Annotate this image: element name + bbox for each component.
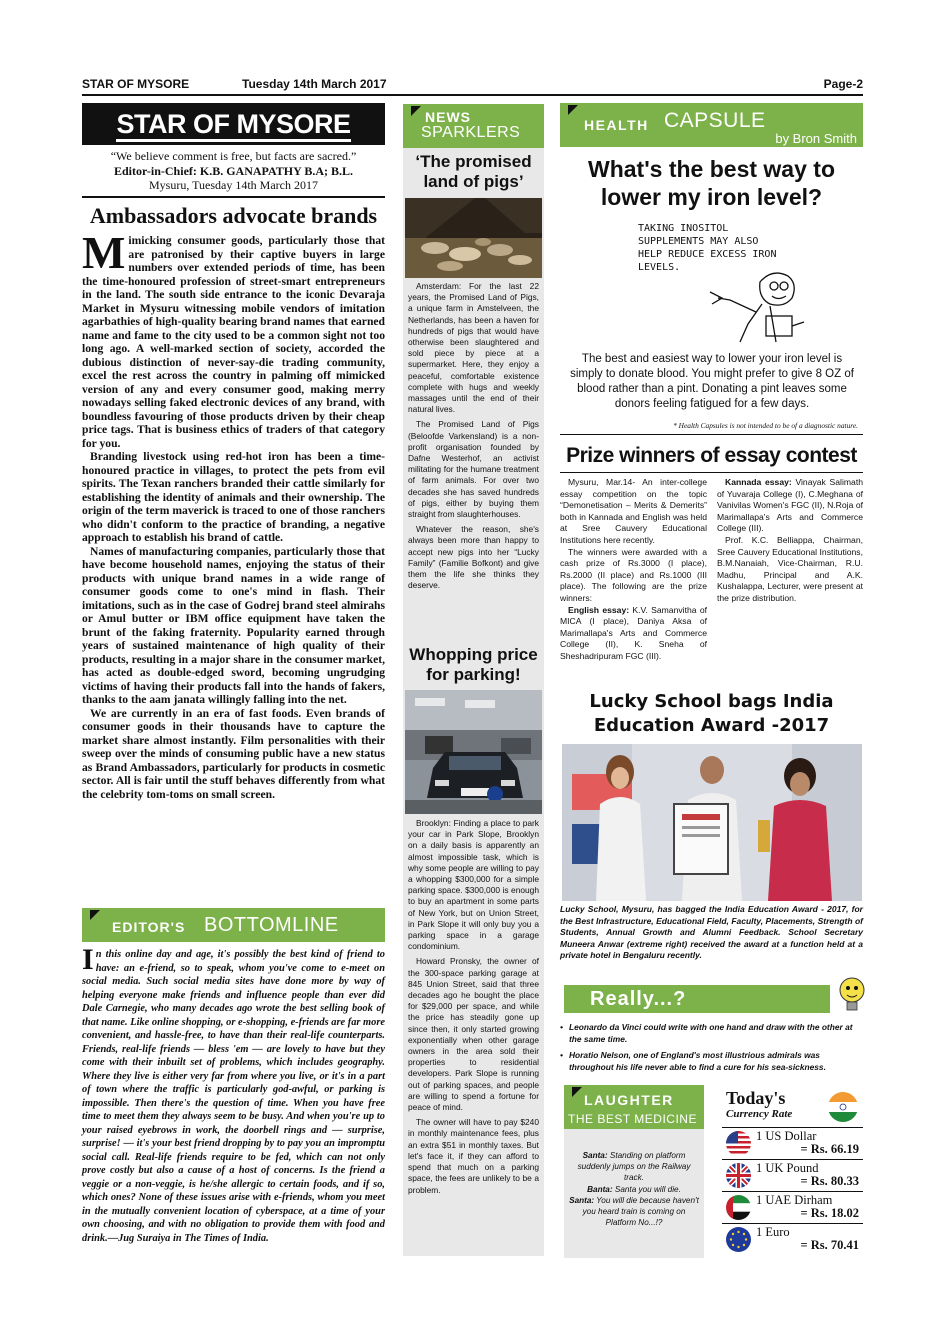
currency-value: = Rs. 18.02 [800, 1206, 859, 1220]
health-byline: by Bron Smith [775, 131, 857, 146]
prize-kannada [717, 477, 863, 535]
currency-row-usd [722, 1127, 863, 1157]
parking-title: Whopping price for parking! [409, 645, 538, 684]
editor-in-chief: Editor-in-Chief: K.B. GANAPATHY B.A; B.L. [114, 163, 353, 178]
prize-paragraph-2: The winners were awarded with a cash prize of Rs.3000 (I place), Rs.2000 (II place) and Rs.1000 (III place). The following are the prize winners: [560, 546, 707, 603]
bottomline-text [82, 943, 385, 1245]
pigs-paragraph-3: Whatever the reason, she's always been more than happy to accept new pigs into her “Lucky Family” (Familie Bofkont) and give them the life she thinks they deserve. [408, 524, 539, 591]
cartoon-speech: TAKING INOSITOL SUPPLEMENTS MAY ALSO HELP REDUCE EXCESS IRON LEVELS. [638, 223, 777, 273]
joke-text: Standing on platform suddenly jumps on the Railway track. [577, 1151, 691, 1183]
uk-flag-icon [726, 1163, 751, 1188]
prize-kannada-label: Kannada essay: [725, 477, 792, 487]
pig-farm-image [405, 198, 542, 278]
laughter-label-2: THE BEST MEDICINE [568, 1112, 697, 1126]
sparklers-header [403, 104, 544, 148]
editorial-article [82, 227, 385, 801]
currency-subtitle: Currency Rate [726, 1108, 793, 1120]
sparklers-label-1: NEWS [425, 109, 471, 125]
currency-name: 1 UAE Dirham [756, 1193, 833, 1207]
pigs-paragraph-2: The Promised Land of Pigs (Beloofde Varkensland) is a non-profit organisation founded by Dafne Westerhof, an activist militating for the humane treatment of farm animals. For over two decades she has saved hundreds of pigs, either by buying them straight from slaughterhouses. [408, 419, 539, 520]
dateline: Mysuru, Tuesday 14th March 2017 [148, 178, 318, 192]
editorial-dropcap: M [82, 227, 126, 278]
parking-photo [405, 690, 542, 814]
parking-garage-image [405, 690, 542, 814]
masthead-info [82, 149, 385, 193]
doctor-cartoon [700, 268, 810, 344]
currency-title: Today's [726, 1088, 786, 1108]
editorial-paragraph-2: Branding livestock using red-hot iron has been a time-honoured practice in villages, to protect the pets from evil spirits. The Texan ranchers branded their cattle similarly for establishing the identity of animals and their ownership. The origin of the term maverick is traced to one of those ranchers who didn't conform to the practice of branding, a negative approach to establish his brand of cattle. [82, 450, 385, 544]
currency-name: 1 Euro [756, 1225, 790, 1239]
really-item: • Horatio Nelson, one of England's most illustrious admirals was throughout his life never able to find a cure for his sea-sickness. [560, 1049, 863, 1073]
prize-title: Prize winners of essay contest [566, 444, 857, 467]
pigs-paragraph-1: Amsterdam: For the last 22 years, the Promised Land of Pigs, a unique farm in Amstelveen, the Netherlands, has been a haven for hundreds of pigs that would have otherwise been slaughtered and sold piece by piece at a supermarket. Here, they enjoy a peaceful, comfortable existence complete with hugs and weekly massages until the end of their natural lives. [408, 281, 539, 415]
prize-paragraph-1: Mysuru, Mar.14- An inter-college essay competition on the topic “Demonetisation – Merits & Demerits” both in Kannada and English was held at Sree Cauvery Educational Institutions here recently. [560, 477, 707, 545]
joke-line-3 [568, 1195, 700, 1229]
currency-name: 1 US Dollar [756, 1129, 817, 1143]
corner-notch-icon [411, 106, 421, 116]
bottomline-label-bold: EDITOR'S [112, 919, 186, 935]
bottomline-label: BOTTOMLINE [204, 914, 339, 936]
lucky-title: Lucky School bags India Education Award -2017 [589, 691, 834, 736]
health-rule [560, 434, 863, 435]
pigs-photo [405, 198, 542, 278]
parking-paragraph-2: Howard Pronsky, the owner of the 300-space parking garage at 845 Union Street, said that three decades ago he bought the place for $29,000 per space, and while the price has steadily gone up since then, it only started growing exponentially when other garage owners in the area sold their properties to residential developers. Park Slope is running out of parking spaces, and people are willing to spend a fortune for peace of mind. [408, 956, 539, 1113]
currency-value: = Rs. 70.41 [800, 1238, 859, 1252]
eu-flag-icon [726, 1227, 751, 1252]
masthead [82, 103, 385, 145]
editorial-paragraph-3: Names of manufacturing companies, particularly those that have become household names, enjoying the status of their products with unique brand names in a wide range of consumer goods come to one's mind in flash. Their imitations, such as in the case of Godrej brand steel almirahs or Amul butter or IBM office equipment have taken the brunt of the faking fraternity. Popularity earned through years of sustained maintenance of high quality of their products, resulting in a major share in the consumer market, has acted as double-edged sword, becoming ungrudging victims of having their products fall into the hands of fakers, thanks to the aam janata willingly falling into the net. [82, 544, 385, 706]
really-item: • Leonardo da Vinci could write with one hand and draw with the other at the same time. [560, 1021, 863, 1045]
joke-line-2 [568, 1184, 700, 1195]
sparklers-label-2: SPARKLERS [421, 124, 521, 141]
page-header [82, 77, 863, 93]
lightbulb-icon [836, 975, 868, 1017]
currency-value: = Rs. 80.33 [800, 1174, 859, 1188]
currency-row-gbp [722, 1159, 863, 1189]
prize-english-label: English essay: [568, 604, 630, 615]
prize-paragraph-5: Prof. K.C. Belliappa, Chairman, Sree Cauvery Educational Institutions, B.M.Nanaiah, Vice-Chairman, R.U. Madhu, Principal and A.K. Kushalappa, Lecturer, were present at the prize distribution. [717, 534, 863, 603]
doctor-cartoon-icon [700, 268, 810, 344]
india-flag [828, 1092, 858, 1122]
joke-speaker: Banta: [587, 1184, 613, 1194]
corner-notch-icon [572, 1087, 582, 1097]
lucky-caption: Lucky School, Mysuru, has bagged the India Education Award - 2017, for the Best Infrastructure, Educational Field, Faculty, Placements, Strength of Students, Annual Growth and Alumni Feedback. School Secretary Muneera Anwar (extreme right) received the award at a function held at a private hotel in Bengaluru recently. [560, 904, 863, 960]
really-header [564, 985, 830, 1013]
health-label-2: CAPSULE [664, 109, 766, 132]
joke-speaker: Santa: [569, 1195, 595, 1205]
joke-line-1 [568, 1150, 700, 1184]
editorial-title: Ambassadors advocate brands [89, 203, 378, 228]
joke-text: Santa you will die. [612, 1184, 681, 1194]
bottomline-header [82, 908, 385, 942]
header-paper-name: STAR OF MYSORE [82, 77, 190, 91]
editorial-paragraph-1: imicking consumer goods, particularly those that are patronised by their captive buyers in large numbers over extended periods of time, has been the time-honoured profession of street-smart entrepreneurs in the land. The south side entrance to the iconic Devaraja Market in Mysuru witnessing mobile vendors of imitation agarbathies of high-quality bearing brand names that earned name and fame to the city used to be a common sight not too long ago. A well-marked section of society, accorded the dubious distinction of never-say-die trading community, excel the rest across the country in palming off mimicked version of any and every consumer good, making merry nowadays selling faked electronic devices of any brand, with boundless favouring of those products driven by their cheap price tags. That is business ethics of traders of that category for you. [82, 234, 385, 450]
parking-paragraph-1: Brooklyn: Finding a place to park your car in Park Slope, Brooklyn on a daily basis is apparently an almost impossible task, which is why some people are willing to pay a whopping $300,000 for a simple parking space. $300,000 is enough to buy an apartment in some parts of New York, but on Union Street, in Park Slope it will only buy you a parking space in a garage condominium. [408, 818, 539, 952]
india-flag-icon [828, 1092, 858, 1122]
laughter-label-1: LAUGHTER [584, 1092, 674, 1108]
prize-english [560, 605, 707, 663]
joke-speaker: Santa: [582, 1151, 608, 1160]
health-header [560, 103, 863, 147]
currency-row-eur [722, 1223, 863, 1253]
award-ceremony-image [562, 744, 862, 901]
health-answer: The best and easiest way to lower your iron level is simply to donate blood. You might prefer to give 8 OZ of blood rather than a pint. Donating a pint leaves some donors feeling fatigued for a few days. [570, 353, 854, 410]
masthead-rule [82, 196, 385, 198]
parking-text [408, 818, 539, 1200]
motto: “We believe comment is free, but facts are sacred.” [110, 149, 357, 163]
laughter-joke [568, 1150, 700, 1228]
joke-text: You will die because haven't you heard train is coming on Platform No...!? [582, 1195, 699, 1228]
really-title: Really...? [590, 988, 687, 1010]
prize-column-right [717, 477, 863, 605]
health-question: What's the best way to lower my iron level? [587, 156, 835, 210]
header-rule [82, 94, 863, 96]
editorial-paragraph-4: We are currently in an era of fast foods. Even brands of consumer goods in their thousands have to capture the market share almost instantly. Film personalities with their sweep over the minds of consuming public have a new status as Brand Ambassadors, particularly for products in cosmetic sector. All is fair until the stuff behaves differently from what the celebrity tom-toms on small screen. [82, 706, 385, 801]
laughter-header [564, 1085, 704, 1129]
really-list [560, 1021, 863, 1077]
corner-notch-icon [568, 105, 578, 115]
us-flag-icon [726, 1131, 751, 1156]
currency-row-aed [722, 1191, 863, 1221]
lucky-photo [562, 744, 862, 901]
currency-value: = Rs. 66.19 [800, 1142, 859, 1156]
header-page-number: Page-2 [823, 77, 863, 91]
health-disclaimer: * Health Capsules is not intended to be of a diagnostic nature. [673, 421, 858, 430]
header-date: Tuesday 14th March 2017 [242, 77, 387, 91]
health-label-1: HEALTH [584, 117, 649, 133]
pigs-title: ‘The promised land of pigs’ [415, 152, 532, 191]
pigs-text [408, 281, 539, 595]
masthead-title: STAR OF MYSORE [116, 109, 350, 142]
corner-notch-icon [90, 910, 100, 920]
prize-rule [560, 472, 863, 473]
currency-name: 1 UK Pound [756, 1161, 819, 1175]
prize-column-left [560, 477, 707, 663]
uae-flag-icon [726, 1195, 751, 1220]
bulb-mascot [836, 975, 868, 1017]
bottomline-body: n this online day and age, it's possibly the best kind of friend to have: an e-friend, so to speak, whom you've come to e-meet on social media. Such social media sites have done more by way of helping everyone make friends and influence people than ever did Dale Carnegie, who many decades ago wrote the best selling book of that name. Like online shopping, or e-shopping, e-friends are far more convenient, and hassle-free, to have than their real-life counterparts. Friends, real-life friends — bless 'em — are lovely to have but they come with their inbuilt set of problems, which includes geography. Where they live is either very far from where you live, or it's in a part of town where the traffic is particularly god-awful, or parking is impossible. Then there's the question of time. When you have free time to meet them they always seem to be busy. And when you're up to your raised eyebrows in work, the doorbell rings and — surprise, surprise! — it's your best friend dropping by to pay you an impromptu social call. Real-life friends require to be fed, which can not only prove costly but also a cause of a host of concerns. Is the friend a veggie or a non-veggie, is he/she allergic to certain foods, and if so, which ones? None of these issues arise with e-friends, whom you meet in the mutually convenient location of cyberspace, at a time of your own choosing, and with no obligation to provide them with food and drink.—Jug Suraiya in The Times of India. [82, 949, 385, 1244]
parking-paragraph-3: The owner will have to pay $240 in monthly maintenance fees, plus an extra $51 in monthly taxes. But let's face it, if they can afford to spend that much on a parking space, the fees are unlikely to be a problem. [408, 1117, 539, 1195]
prize-kannada-winners: Vinayak Salimath of Yuvaraja College (I), C.Meghana of Vanivilas Women's FGC (II), N.Roja of Marimallapa's Arts and Commerce College (III). [717, 477, 863, 534]
prize-english-winners: K.V. Samanvitha of MICA (I place), Daniya Aksa of Marimallapa's Arts and Commerce College (II), K. Sneha of Sheshadripuram FGC (III). [560, 604, 707, 661]
bottomline-dropcap: I [82, 943, 94, 976]
